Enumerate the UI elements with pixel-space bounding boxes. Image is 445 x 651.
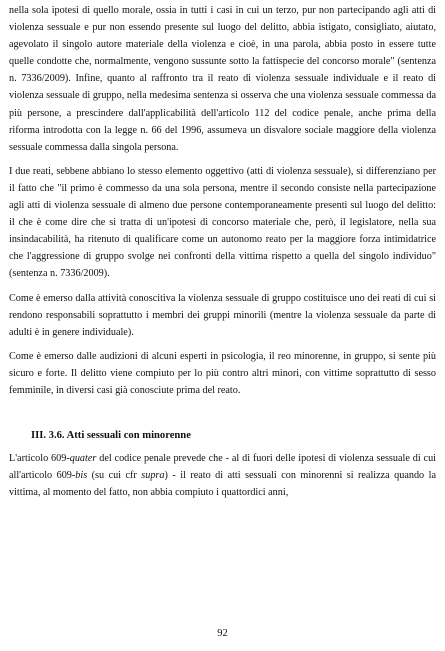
page-number: 92 <box>217 628 228 639</box>
text-segment: ) - il reato di atti sessuali con minorenni si realizza quando la vittima, al momento del fatto, non abbia compiuto i quattordici anni, <box>9 470 436 499</box>
italic-term: supra <box>141 470 165 482</box>
paragraph-2: I due reati, sebbene abbiano lo stesso elemento oggettivo (atti di violenza sessuale), si differenziano per il fatto che "il primo è commesso da una sola persona, mentre il secondo consiste nella partecipazione agli atti di violenza sessuale di almeno due persone contemporaneamente presenti sul luogo del delitto: il che è come dire che si tratta di un'ipotesi di concorso materiale che, però, il legislatore, nella sua insindacabilità, ha ritenuto di qualificare come un autonomo reato per la maggiore forza intimidatrice che l'aggressione di gruppo svolge nei confronti della vittima rispetto a quella del singolo individuo" (sentenza n. 7336/2009). <box>9 165 436 280</box>
italic-term: bis <box>75 470 88 482</box>
text-segment: L'articolo 609- <box>9 453 70 465</box>
text-segment: (su cui cfr <box>87 470 142 482</box>
text-segment: del codice penale prevede che - al di fuori delle ipotesi di violenza sessuale di cui all'articolo 609- <box>9 453 436 482</box>
paragraph-5 <box>9 450 436 501</box>
paragraph-1: nella sola ipotesi di quello morale, ossia in tutti i casi in cui un terzo, pur non partecipando agli atti di violenza sessuale e pur non essendo presente sul luogo del delitto, abbia istigato, consigliato, aiutato, agevolato il singolo autore materiale della violenza e cioè, in una parola, abbia posto in essere tutte quelle condotte che, normalmente, vengono sussunte sotto la fattispecie del concorso morale" (sentenza n. 7336/2009). Infine, quanto al raffronto tra il reato di violenza sessuale individuale e il reato di violenza sessuale di gruppo, nella medesima sentenza si osserva che una violenza sessuale commessa da più persone, a prescindere dall'applicabilità dell'articolo 112 del codice penale, anche prima della riforma introdotta con la legge n. 66 del 1996, assumeva un disvalore sociale maggiore della violenza sessuale commessa dalla singola persona. <box>9 5 436 153</box>
paragraph-3: Come è emerso dalla attività conoscitiva la violenza sessuale di gruppo costituisce uno dei reati di cui si rendono responsabili soprattutto i membri dei gruppi minorili (mentre la violenza sessuale da parte di adulti è in genere individuale). <box>9 292 436 338</box>
italic-term: quater <box>69 453 97 465</box>
paragraph-4: Come è emerso dalle audizioni di alcuni esperti in psicologia, il reo minorenne, in gruppo, si sente più sicuro e forte. Il delitto viene compiuto per lo più contro altri minori, con vittime soprattutto di sesso femminile, in diversi casi già conosciute prima del reato. <box>9 350 436 396</box>
section-heading: III. 3.6. Atti sessuali con minorenne <box>31 430 191 442</box>
